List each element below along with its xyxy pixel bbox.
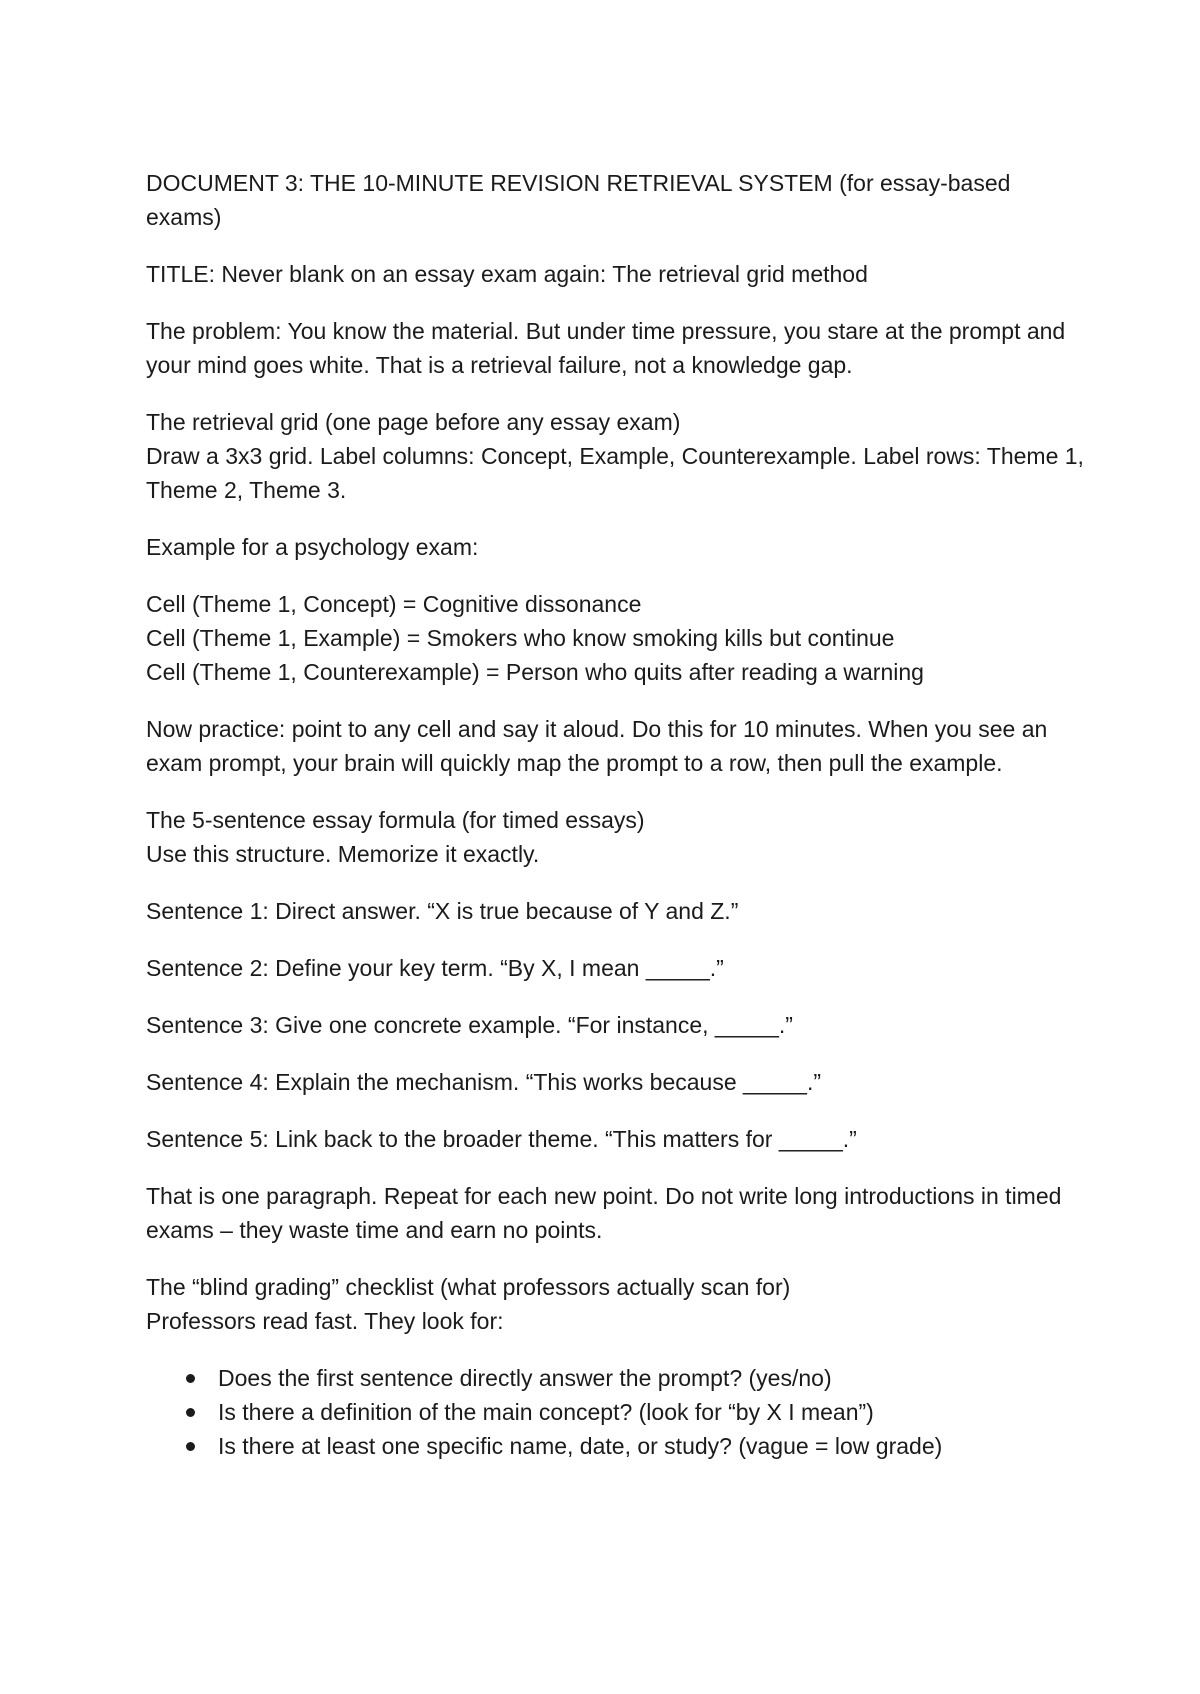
checklist-item-text: Is there at least one specific name, date, or study? (vague = low grade) xyxy=(218,1433,943,1459)
checklist-item xyxy=(146,1429,1091,1463)
example-cell-line: Cell (Theme 1, Concept) = Cognitive dissonance xyxy=(146,591,642,617)
example-intro: Example for a psychology exam: xyxy=(146,534,479,560)
bullet-dot-icon xyxy=(186,1374,195,1383)
bullet-dot-icon xyxy=(186,1408,195,1417)
checklist-list xyxy=(146,1361,1091,1463)
retrieval-grid-section xyxy=(146,405,1091,507)
document-body xyxy=(146,166,1091,1463)
grid-instructions: Draw a 3x3 grid. Label columns: Concept, Example, Counterexample. Label rows: Theme 1, Theme 2, Theme 3. xyxy=(146,443,1084,503)
sentence-line: Sentence 4: Explain the mechanism. “This works because _____.” xyxy=(146,1069,822,1095)
grid-heading: The retrieval grid (one page before any essay exam) xyxy=(146,409,681,435)
essay-formula-section xyxy=(146,803,1091,871)
checklist-heading: The “blind grading” checklist (what professors actually scan for) xyxy=(146,1274,791,1300)
example-cell-line: Cell (Theme 1, Example) = Smokers who know smoking kills but continue xyxy=(146,625,895,651)
sentence-line: Sentence 3: Give one concrete example. “For instance, _____.” xyxy=(146,1012,793,1038)
document-heading: DOCUMENT 3: THE 10-MINUTE REVISION RETRIEVAL SYSTEM (for essay-based exams) xyxy=(146,170,1011,230)
formula-intro: Use this structure. Memorize it exactly. xyxy=(146,841,540,867)
formula-heading: The 5-sentence essay formula (for timed essays) xyxy=(146,807,645,833)
practice-paragraph: Now practice: point to any cell and say it aloud. Do this for 10 minutes. When you see an exam prompt, your brain will quickly map the prompt to a row, then pull the example. xyxy=(146,716,1048,776)
sentence-line: Sentence 1: Direct answer. “X is true because of Y and Z.” xyxy=(146,898,739,924)
paragraph-note: That is one paragraph. Repeat for each new point. Do not write long introductions in timed exams – they waste time and earn no points. xyxy=(146,1183,1062,1243)
checklist-item-text: Is there a definition of the main concept? (look for “by X I mean”) xyxy=(218,1399,874,1425)
checklist-item xyxy=(146,1395,1091,1429)
checklist-item-text: Does the first sentence directly answer the prompt? (yes/no) xyxy=(218,1365,832,1391)
checklist-section xyxy=(146,1270,1091,1338)
sentence-line: Sentence 5: Link back to the broader theme. “This matters for _____.” xyxy=(146,1126,857,1152)
sentence-line: Sentence 2: Define your key term. “By X, I mean _____.” xyxy=(146,955,724,981)
example-cells xyxy=(146,587,1091,689)
checklist-item xyxy=(146,1361,1091,1395)
example-cell-line: Cell (Theme 1, Counterexample) = Person who quits after reading a warning xyxy=(146,659,924,685)
checklist-intro: Professors read fast. They look for: xyxy=(146,1308,504,1334)
document-title: TITLE: Never blank on an essay exam again: The retrieval grid method xyxy=(146,261,868,287)
problem-paragraph: The problem: You know the material. But under time pressure, you stare at the prompt and your mind goes white. That is a retrieval failure, not a knowledge gap. xyxy=(146,318,1066,378)
bullet-dot-icon xyxy=(186,1442,195,1451)
